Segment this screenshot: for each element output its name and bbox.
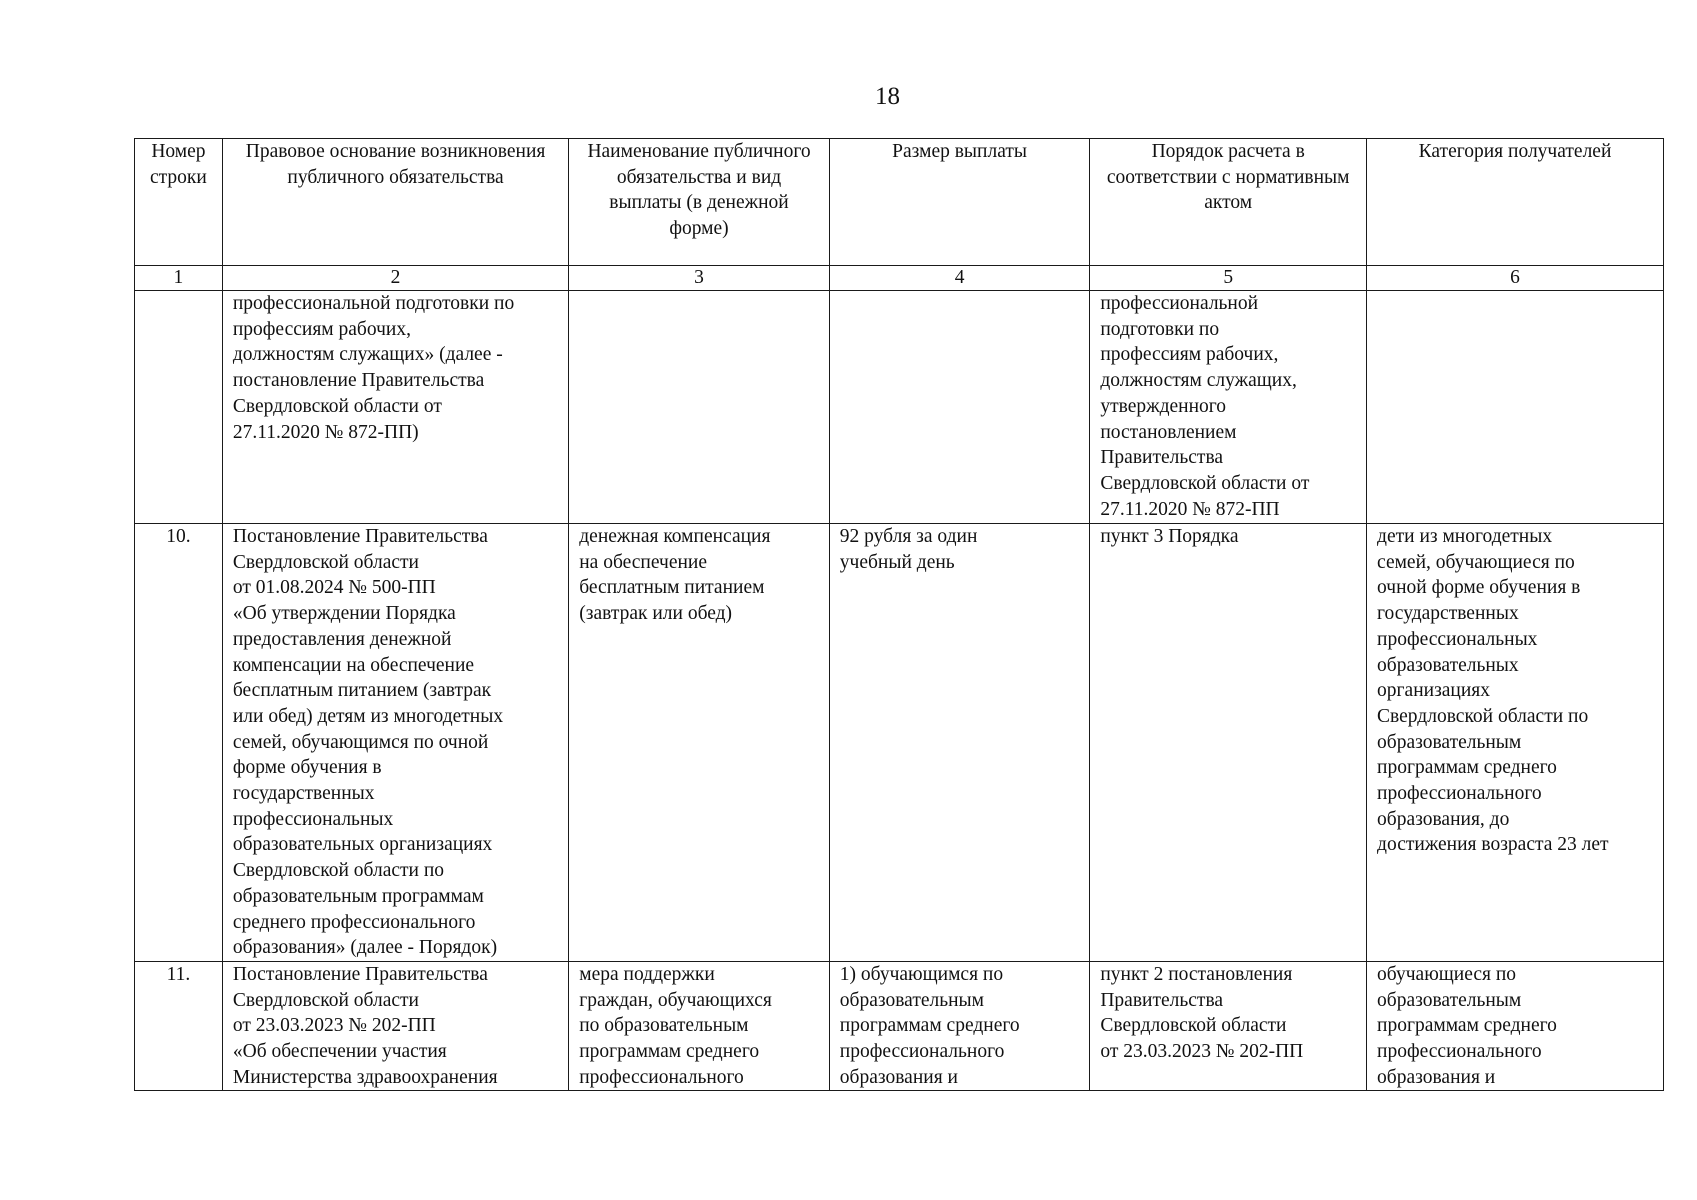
obligation-name-cell: денежная компенсация на обеспечение бесплатным питанием (завтрак или обед) (569, 524, 830, 962)
legal-basis-cell: Постановление Правительства Свердловской области от 01.08.2024 № 500-ПП «Об утверждении Порядка предоставления денежной компенсации на обеспечение бесплатным питанием (завтрак или обед) детям из многодетных семей, обучающимся по очной форме обучения в государственных профессиональных образовательных организациях Свердловской области по образовательным программам среднего профессионального образования» (далее - Порядок) (222, 524, 568, 962)
table-row (135, 961, 1664, 1091)
table-row (135, 524, 1664, 962)
page-number: 18 (875, 83, 900, 110)
column-number: 3 (569, 266, 830, 291)
row-number: 10. (135, 524, 223, 962)
calculation-order-cell: пункт 3 Порядка (1090, 524, 1367, 962)
table-row (135, 291, 1664, 524)
payment-amount-cell: 1) обучающимся по образовательным программам среднего профессионального образования и (829, 961, 1090, 1091)
column-number: 5 (1090, 266, 1367, 291)
column-number-row (135, 266, 1664, 291)
recipient-category-cell: обучающиеся по образовательным программам среднего профессионального образования и (1367, 961, 1664, 1091)
column-number: 4 (829, 266, 1090, 291)
obligations-table (134, 138, 1664, 1091)
obligation-name-cell (569, 291, 830, 524)
column-number: 6 (1367, 266, 1664, 291)
header-calculation-order: Порядок расчета в соответствии с нормативным актом (1090, 139, 1367, 266)
header-payment-amount: Размер выплаты (829, 139, 1090, 266)
calculation-order-cell: пункт 2 постановления Правительства Свердловской области от 23.03.2023 № 202-ПП (1090, 961, 1367, 1091)
legal-basis-cell: Постановление Правительства Свердловской области от 23.03.2023 № 202-ПП «Об обеспечении участия Министерства здравоохранения (222, 961, 568, 1091)
obligation-name-cell: мера поддержки граждан, обучающихся по образовательным программам среднего профессионального (569, 961, 830, 1091)
recipient-category-cell: дети из многодетных семей, обучающиеся по очной форме обучения в государственных профессиональных образовательных организациях Свердловской области по образовательным программам среднего профессионального образования, до достижения возраста 23 лет (1367, 524, 1664, 962)
header-row-number: Номер строки (135, 139, 223, 266)
header-legal-basis: Правовое основание возникновения публичного обязательства (222, 139, 568, 266)
payment-amount-cell (829, 291, 1090, 524)
recipient-category-cell (1367, 291, 1664, 524)
column-number: 2 (222, 266, 568, 291)
payment-amount-cell: 92 рубля за один учебный день (829, 524, 1090, 962)
calculation-order-cell: профессиональной подготовки по профессиям рабочих, должностям служащих, утвержденного постановлением Правительства Свердловской области от 27.11.2020 № 872-ПП (1090, 291, 1367, 524)
table-header-row (135, 139, 1664, 266)
header-obligation-name: Наименование публичного обязательства и вид выплаты (в денежной форме) (569, 139, 830, 266)
row-number: 11. (135, 961, 223, 1091)
header-recipient-category: Категория получателей (1367, 139, 1664, 266)
row-number (135, 291, 223, 524)
column-number: 1 (135, 266, 223, 291)
legal-basis-cell: профессиональной подготовки по профессиям рабочих, должностям служащих» (далее - постановление Правительства Свердловской области от 27.11.2020 № 872-ПП) (222, 291, 568, 524)
